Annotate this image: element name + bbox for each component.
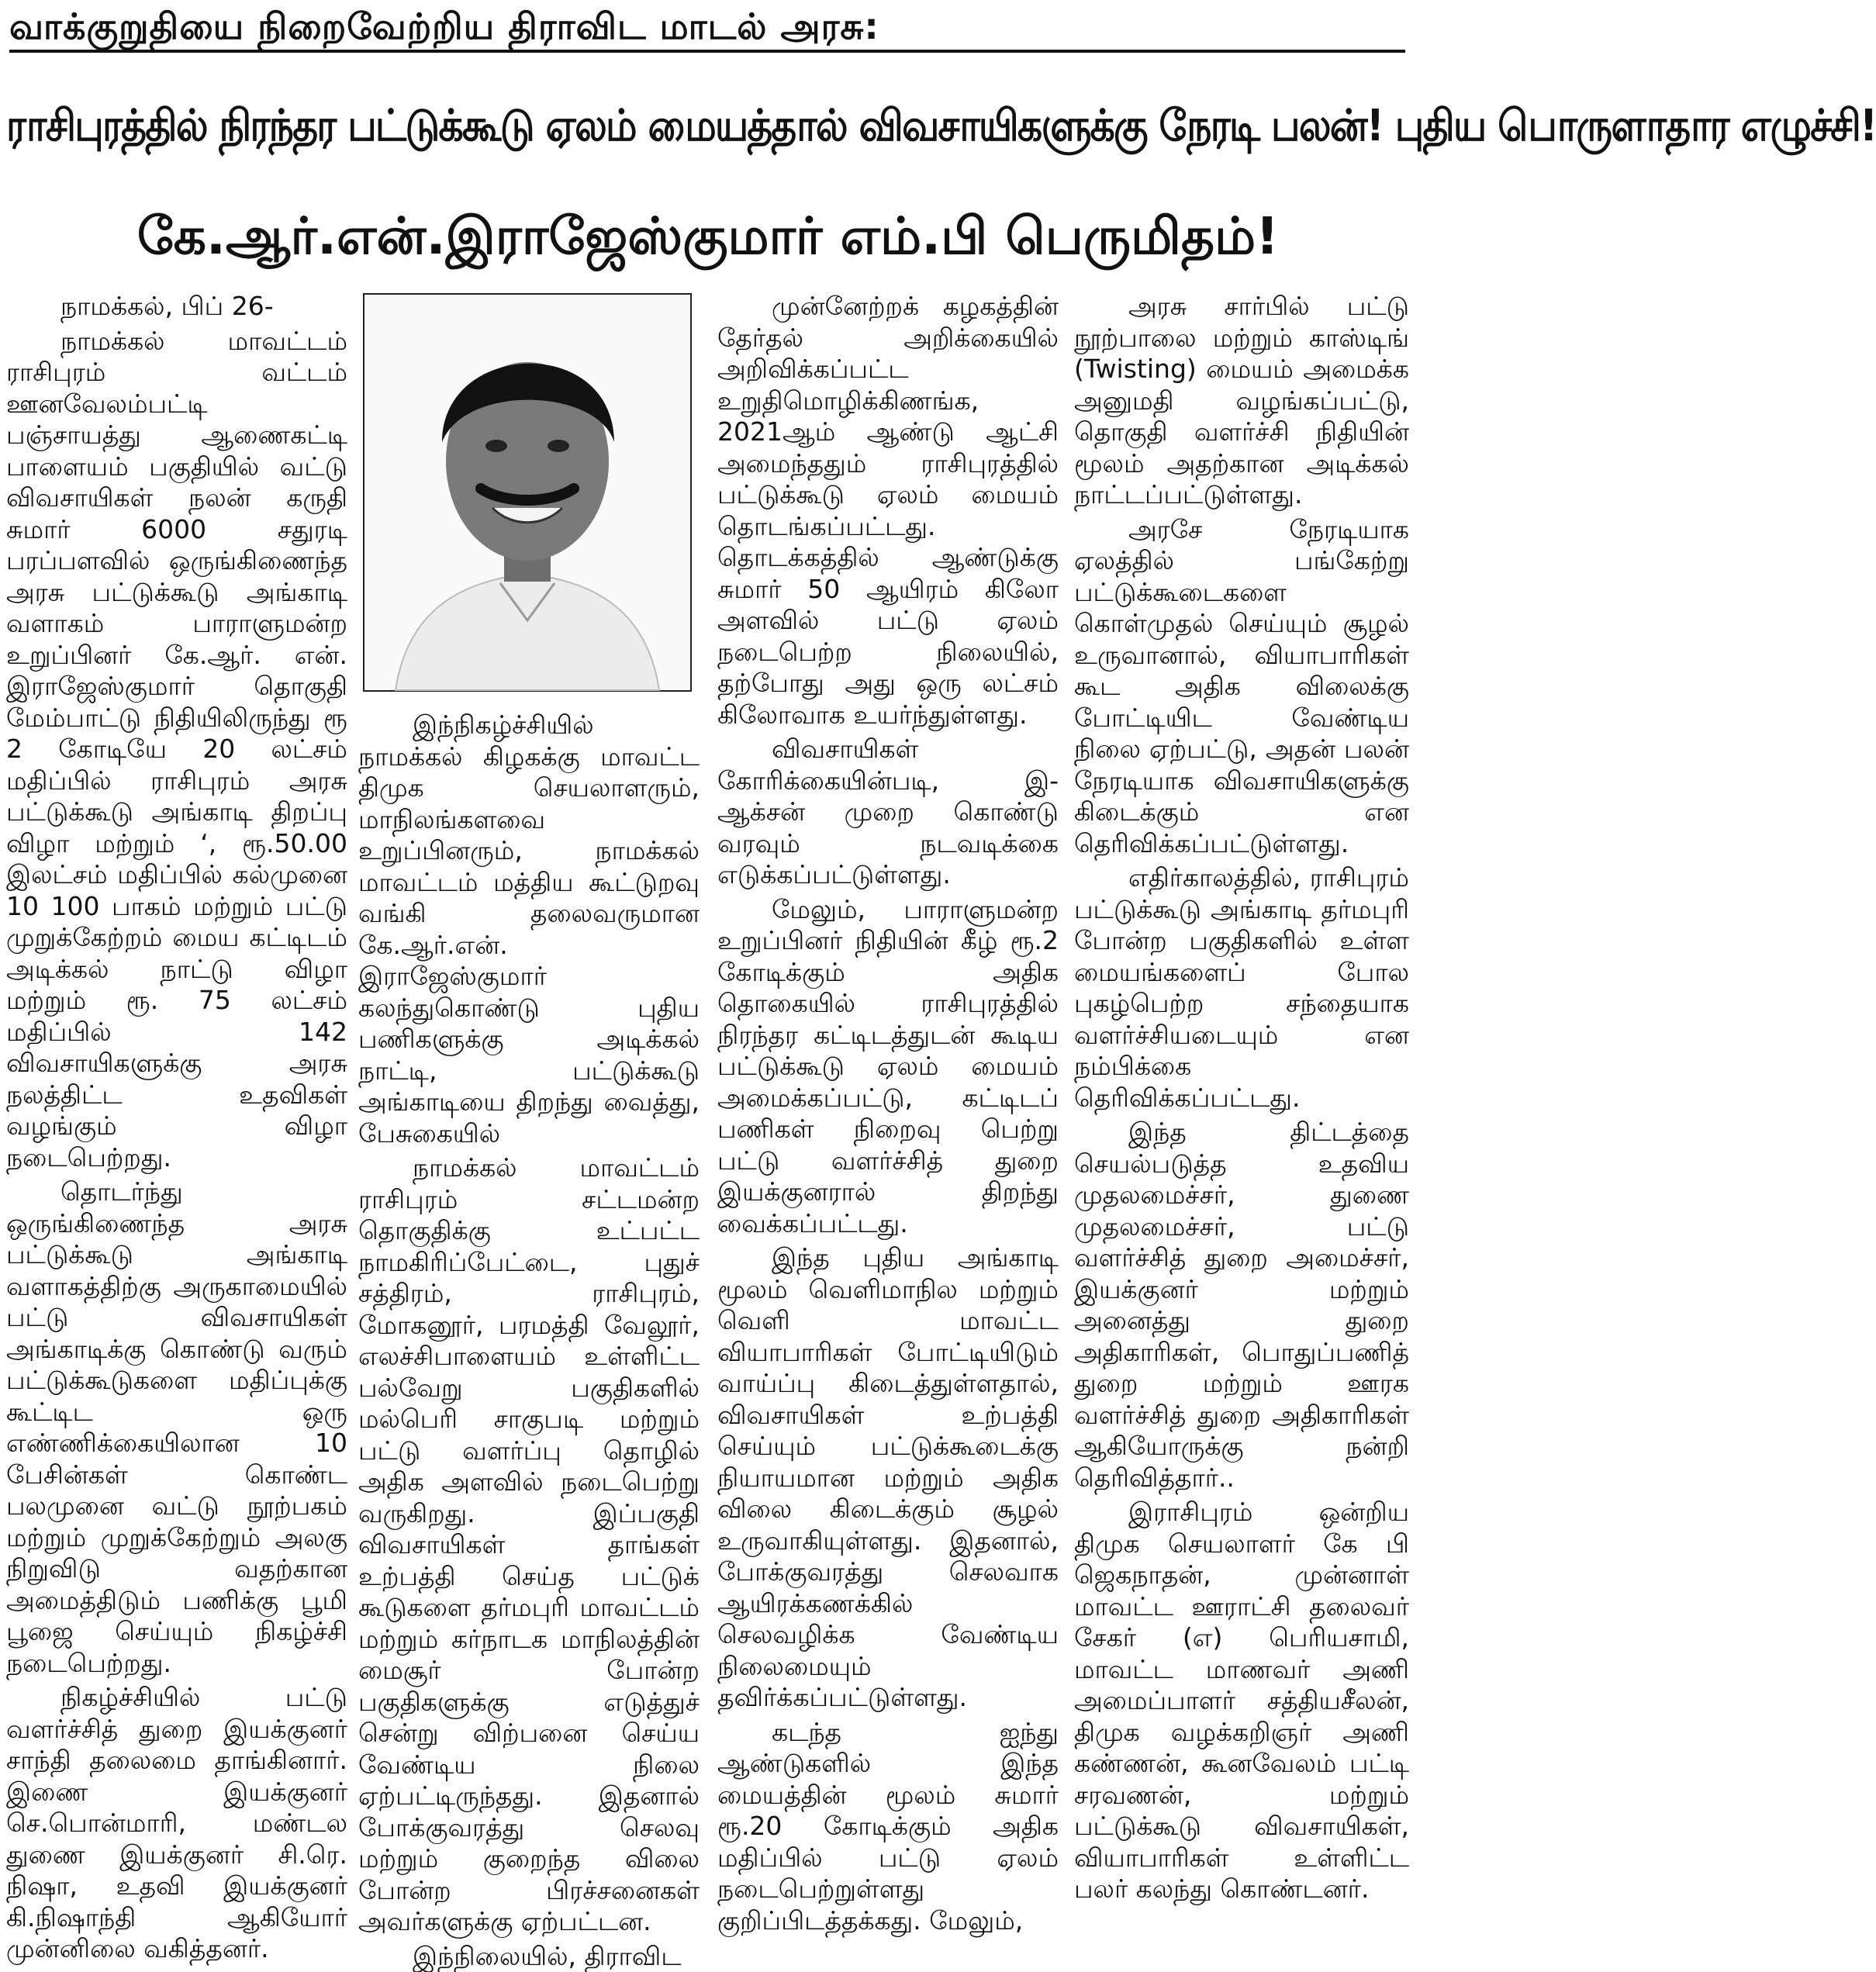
- paragraph: எதிர்காலத்தில், ராசிபுரம் பட்டுக்கூடு அங்காடி தர்மபுரி போன்ற பகுதிகளில் உள்ள மையங்களைப் போல புகழ்பெற்ற சந்தையாக வளர்ச்சியடையும் என நம்பிக்கை தெரிவிக்கப்பட்டது.: [1074, 862, 1409, 1114]
- article-column-3: [717, 291, 1059, 1958]
- paragraph: இந்த புதிய அங்காடி மூலம் வெளிமாநில மற்றும் வெளி மாவட்ட வியாபாரிகள் போட்டியிடும் வாய்ப்பு கிடைத்துள்ளதால், விவசாயிகள் உற்பத்தி செய்யும் பட்டுக்கூடைக்கு நியாயமான மற்றும் அதிக விலை கிடைக்கும் சூழல் உருவாகியுள்ளது. இதனால், போக்குவரத்து செலவாக ஆயிரக்கணக்கில் செலவழிக்க வேண்டிய நிலைமையும் தவிர்க்கப்பட்டுள்ளது.: [717, 1242, 1059, 1714]
- article-column-2: [358, 710, 700, 1962]
- kicker-heading: வாக்குறுதியை நிறைவேற்றிய திராவிட மாடல் அரசு:: [9, 3, 1405, 53]
- person-portrait-icon: [364, 295, 690, 690]
- paragraph: அரசே நேரடியாக ஏலத்தில் பங்கேற்று பட்டுக்கூடைகளை கொள்முதல் செய்யும் சூழல் உருவானால், வியாபாரிகள் கூட அதிக விலைக்கு போட்டியிட வேண்டிய நிலை ஏற்பட்டு, அதன் பலன் நேரடியாக விவசாயிகளுக்கு கிடைக்கும் என தெரிவிக்கப்பட்டுள்ளது.: [1074, 514, 1409, 860]
- paragraph: மேலும், பாராளுமன்ற உறுப்பினர் நிதியின் கீழ் ரூ.2 கோடிக்கும் அதிக தொகையில் ராசிபுரத்தில் நிரந்தர கட்டிடத்துடன் கூடிய பட்டுக்கூடு ஏலம் மையம் அமைக்கப்பட்டு, கட்டிடப் பணிகள் நிறைவு பெற்று பட்டு வளர்ச்சித் துறை இயக்குனரால் திறந்து வைக்கப்பட்டது.: [717, 894, 1059, 1240]
- paragraph: விவசாயிகள் கோரிக்கையின்படி, இ-ஆக்சன் முறை கொண்டு வரவும் நடவடிக்கை எடுக்கப்பட்டுள்ளது.: [717, 734, 1059, 891]
- paragraph: நாமக்கல் மாவட்டம் ராசிபுரம் வட்டம் ஊனவேலம்பட்டி பஞ்சாயத்து ஆணைகட்டி பாளையம் பகுதியில் வட்டு விவசாயிகள் நலன் கருதி சுமார் 6000 சதுரடி பரப்பளவில் ஒருங்கிணைந்த அரசு பட்டுக்கூடு அங்காடி வளாகம் பாராளுமன்ற உறுப்பினர் கே.ஆர். என். இராஜேஸ்குமார் தொகுதி மேம்பாட்டு நிதியிலிருந்து ரூ 2 கோடியே 20 லட்சம் மதிப்பில் ராசிபுரம் அரசு பட்டுக்கூடு அங்காடி திறப்பு விழா மற்றும் ‘, ரூ.50.00 இலட்சம் மதிப்பில் கல்முனை 10 100 பாகம் மற்றும் பட்டு முறுக்கேற்றம் மைய கட்டிடம் அடிக்கல் நாட்டு விழா மற்றும் ரூ. 75 லட்சம் மதிப்பில் 142 விவசாயிகளுக்கு அரசு நலத்திட்ட உதவிகள் வழங்கும் விழா நடைபெற்றது.: [6, 326, 347, 1174]
- paragraph: அரசு சார்பில் பட்டு நூற்பாலை மற்றும் காஸ்டிங் (Twisting) மையம் அமைக்க அனுமதி வழங்கப்பட்டு, தொகுதி வளர்ச்சி நிதியின் மூலம் அதற்கான அடிக்கல் நாட்டப்பட்டுள்ளது.: [1074, 291, 1409, 511]
- paragraph: இந்நிலையில், திராவிட: [358, 1941, 700, 1972]
- paragraph: நாமக்கல் மாவட்டம் ராசிபுரம் சட்டமன்ற தொகுதிக்கு உட்பட்ட நாமகிரிப்பேட்டை, புதுச் சத்திரம், ராசிபுரம், மோகனூர், பரமத்தி வேலூர், எலச்சிபாளையம் உள்ளிட்ட பல்வேறு பகுதிகளில் மல்பெரி சாகுபடி மற்றும் பட்டு வளர்ப்பு தொழில் அதிக அளவில் நடைபெற்று வருகிறது. இப்பகுதி விவசாயிகள் தாங்கள் உற்பத்தி செய்த பட்டுக் கூடுகளை தர்மபுரி மாவட்டம் மற்றும் கர்நாடக மாநிலத்தின் மைசூர் போன்ற பகுதிகளுக்கு எடுத்துச் சென்று விற்பனை செய்ய வேண்டிய நிலை ஏற்பட்டிருந்தது. இதனால் போக்குவரத்து செலவு மற்றும் குறைந்த விலை போன்ற பிரச்சனைகள் அவர்களுக்கு ஏற்பட்டன.: [358, 1152, 700, 1938]
- main-headline: ராசிபுரத்தில் நிரந்தர பட்டுக்கூடு ஏலம் மையத்தால் விவசாயிகளுக்கு நேரடி பலன்! புதிய பொருளாதார எழுச்சி!: [6, 68, 1270, 185]
- paragraph: இந்நிகழ்ச்சியில் நாமக்கல் கிழகக்கு மாவட்ட திமுக செயலாளரும், மாநிலங்களவை உறுப்பினரும், நாமக்கல் மாவட்டம் மத்திய கூட்டுறவு வங்கி தலைவருமான கே.ஆர்.என். இராஜேஸ்குமார் கலந்துகொண்டு புதிய பணிகளுக்கு அடிக்கல் நாட்டி, பட்டுக்கூடு அங்காடியை திறந்து வைத்து, பேசுகையில்: [358, 710, 700, 1149]
- article-column-4: [1074, 291, 1409, 1958]
- portrait-photo: [363, 293, 692, 692]
- paragraph: இராசிபுரம் ஒன்றிய திமுக செயலாளர் கே பி ஜெகநாதன், முன்னாள் மாவட்ட ஊராட்சி தலைவர் சேகர் (எ) பெரியசாமி, மாவட்ட மாணவர் அணி அமைப்பாளர் சத்தியசீலன், திமுக வழக்கறிஞர் அணி கண்ணன், கூனவேலம் பட்டி சரவணன், மற்றும் பட்டுக்கூடு விவசாயிகள், வியாபாரிகள் உள்ளிட்ட பலர் கலந்து கொண்டனர்.: [1074, 1497, 1409, 1905]
- paragraph: இந்த திட்டத்தை செயல்படுத்த உதவிய முதலமைச்சர், துணை முதலமைச்சர், பட்டு வளர்ச்சித் துறை அமைச்சர், இயக்குனர் மற்றும் அனைத்து துறை அதிகாரிகள், பொதுப்பணித் துறை மற்றும் ஊரக வளர்ச்சித் துறை அதிகாரிகள் ஆகியோருக்கு நன்றி தெரிவித்தார்..: [1074, 1117, 1409, 1494]
- subheadline: கே.ஆர்.என்.இராஜேஸ்குமார் எம்.பி பெருமிதம்!: [0, 202, 1416, 271]
- paragraph: முன்னேற்றக் கழகத்தின் தேர்தல் அறிக்கையில் அறிவிக்கப்பட்ட உறுதிமொழிக்கிணங்க, 2021ஆம் ஆண்டு ஆட்சி அமைந்ததும் ராசிபுரத்தில் பட்டுக்கூடு ஏலம் மையம் தொடங்கப்பட்டது. தொடக்கத்தில் ஆண்டுக்கு சுமார் 50 ஆயிரம் கிலோ அளவில் பட்டு ஏலம் நடைபெற்ற நிலையில், தற்போது அது ஒரு லட்சம் கிலோவாக உயர்ந்துள்ளது.: [717, 291, 1059, 730]
- paragraph: நிகழ்ச்சியில் பட்டு வளர்ச்சித் துறை இயக்குனர் சாந்தி தலைமை தாங்கினார். இணை இயக்குனர் செ.பொன்மாரி, மண்டல துணை இயக்குனர் சி.ரெ. நிஷா, உதவி இயக்குனர் கி.நிஷாந்தி ஆகியோர் முன்னிலை வகித்தனர்.: [6, 1682, 347, 1965]
- article-column-1: [6, 291, 347, 1958]
- paragraph: தொடர்ந்து ஒருங்கிணைந்த அரசு பட்டுக்கூடு அங்காடி வளாகத்திற்கு அருகாமையில் பட்டு விவசாயிகள் அங்காடிக்கு கொண்டு வரும் பட்டுக்கூடுகளை மதிப்புக்கு கூட்டிட ஒரு எண்ணிக்கையிலான 10 பேசின்கள் கொண்ட பலமுனை வட்டு நூற்பகம் மற்றும் முறுக்கேற்றும் அலகு நிறுவிடு வதற்கான அமைத்திடும் பணிக்கு பூமி பூஜை செய்யும் நிகழ்ச்சி நடைபெற்றது.: [6, 1176, 347, 1679]
- dateline: நாமக்கல், பிப் 26-: [6, 291, 347, 323]
- paragraph: கடந்த ஐந்து ஆண்டுகளில் இந்த மையத்தின் மூலம் சுமார் ரூ.20 கோடிக்கும் அதிக மதிப்பில் பட்டு ஏலம் நடைபெற்றுள்ளது குறிப்பிடத்தக்கது. மேலும்,: [717, 1717, 1059, 1937]
